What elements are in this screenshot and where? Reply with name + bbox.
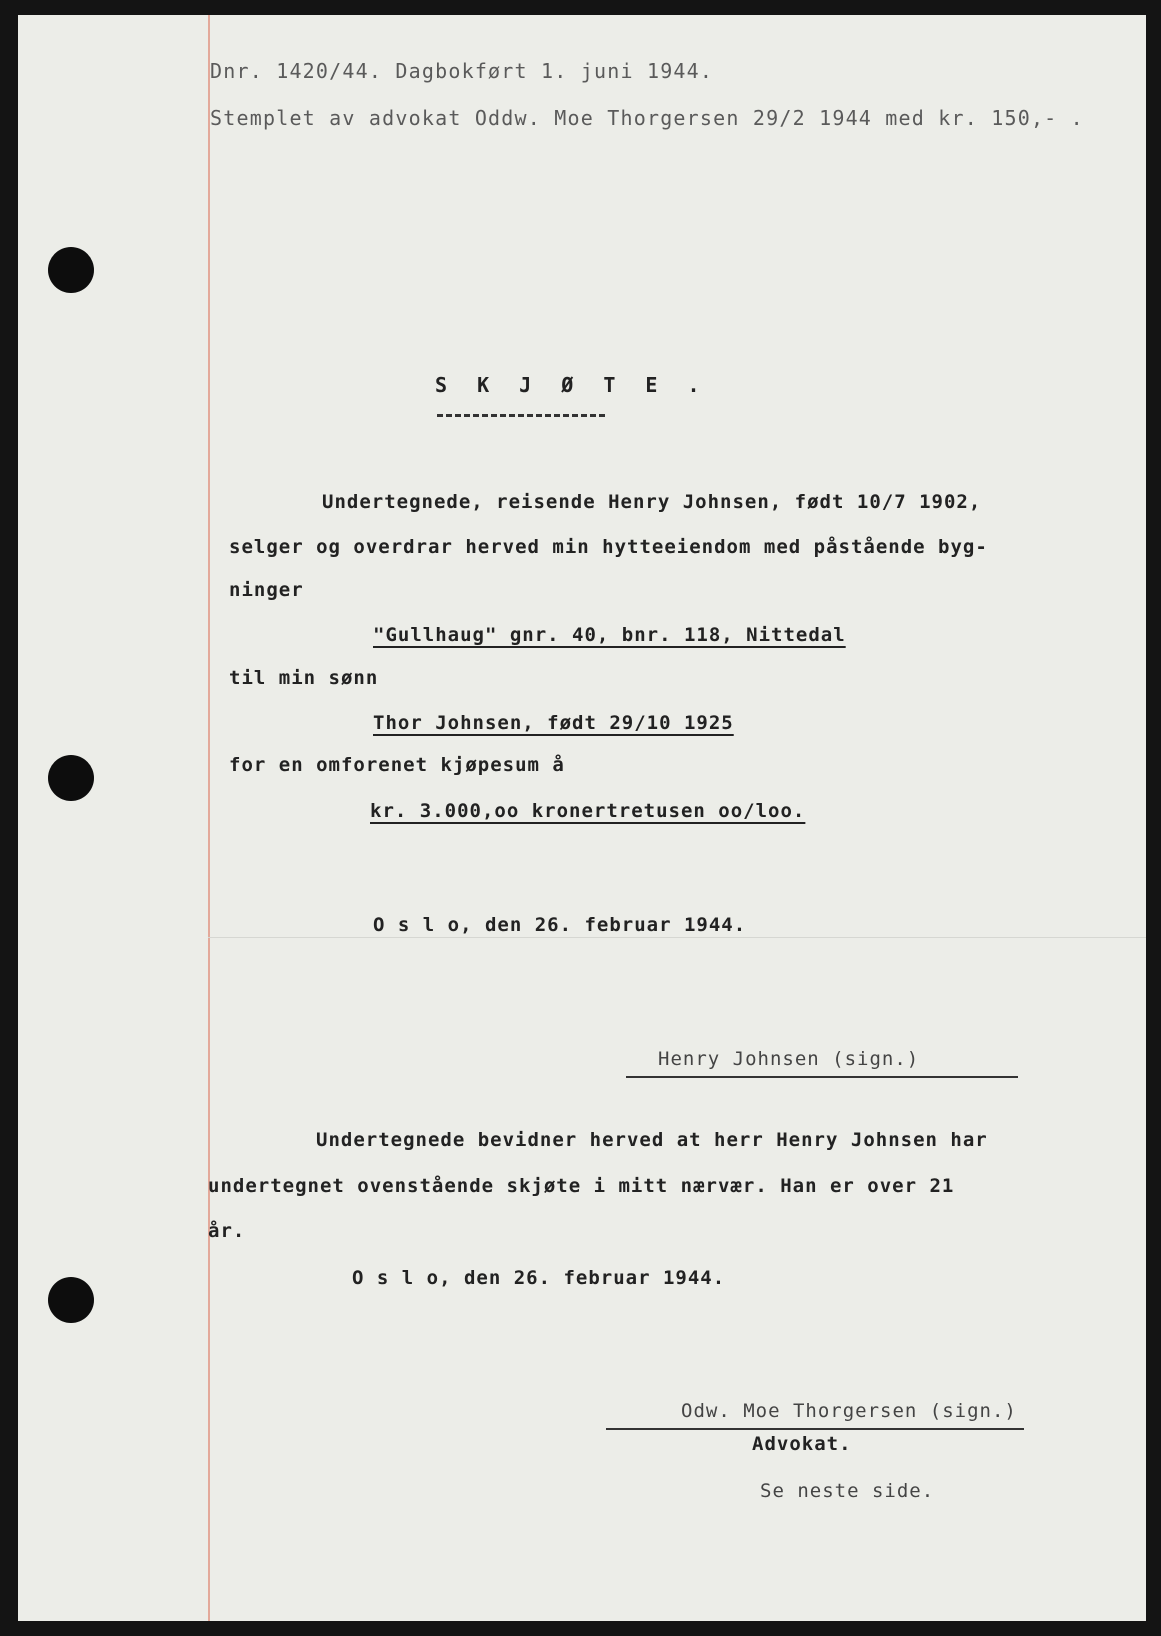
signature-1: Henry Johnsen (sign.)	[658, 1048, 920, 1070]
stamp-line: Stemplet av advokat Oddw. Moe Thorgersen 29/2 1944 med kr. 150,- .	[210, 106, 1084, 130]
journal-line: Dnr. 1420/44. Dagbokført 1. juni 1944.	[210, 59, 714, 83]
body-line-3: ninger	[229, 579, 304, 601]
signature-2: Odw. Moe Thorgersen (sign.)	[681, 1400, 1017, 1422]
place-date-1: O s l o, den 26. februar 1944.	[373, 914, 747, 936]
signature-2-title: Advokat.	[752, 1433, 852, 1455]
witness-line-3: år.	[208, 1220, 246, 1242]
body-line-1: Undertegnede, reisende Henry Johnsen, født 10/7 1902,	[322, 491, 982, 513]
place-date-2: O s l o, den 26. februar 1944.	[352, 1267, 726, 1289]
margin-line	[208, 15, 210, 1621]
signature-2-rule	[606, 1428, 1024, 1430]
buyer-name: Thor Johnsen, født 29/10 1925	[373, 712, 734, 734]
punch-hole	[48, 247, 94, 293]
witness-line-2: undertegnet ovenstående skjøte i mitt nærvær. Han er over 21	[208, 1175, 955, 1197]
document-title: S K J Ø T E .	[435, 373, 709, 397]
punch-hole	[48, 1277, 94, 1323]
signature-1-rule	[626, 1076, 1018, 1078]
property-description: "Gullhaug" gnr. 40, bnr. 118, Nittedal	[373, 624, 846, 646]
title-underline	[437, 414, 605, 417]
body-line-7: for en omforenet kjøpesum å	[229, 754, 565, 776]
body-line-2: selger og overdrar herved min hytteeiendom med påstående byg-	[229, 536, 988, 558]
punch-hole	[48, 755, 94, 801]
witness-line-1: Undertegnede bevidner herved at herr Henry Johnsen har	[316, 1129, 988, 1151]
purchase-price: kr. 3.000,oo kronertretusen oo/loo.	[370, 800, 806, 822]
body-line-5: til min sønn	[229, 667, 379, 689]
document-page	[18, 15, 1146, 1621]
fold-line	[208, 937, 1146, 938]
continuation-note: Se neste side.	[760, 1480, 935, 1502]
